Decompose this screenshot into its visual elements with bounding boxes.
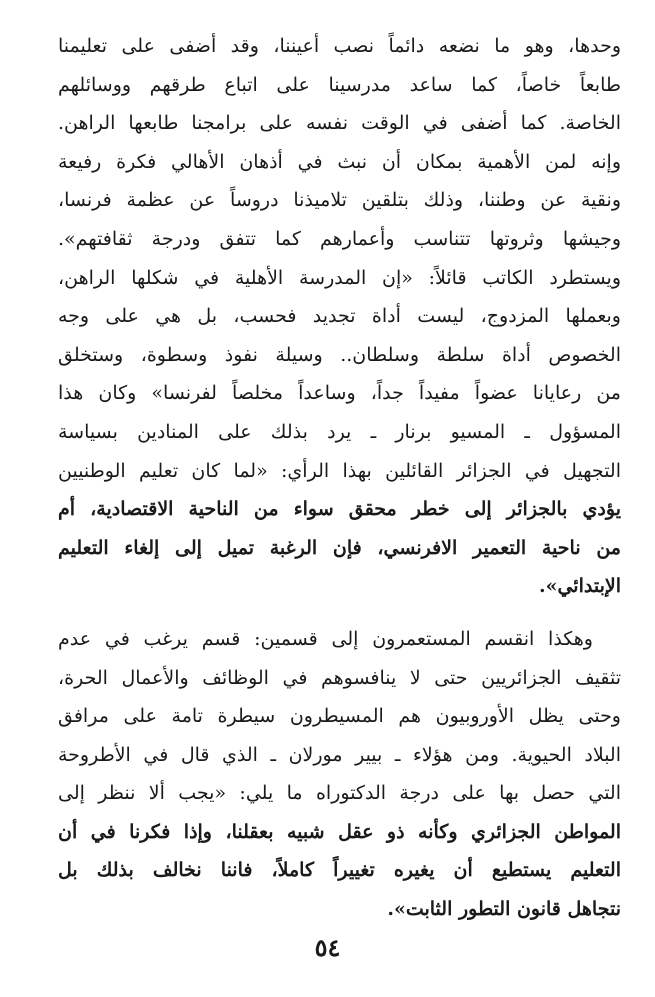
paragraph-2 (58, 620, 621, 929)
text-line: ونقية عن وطننا، وذلك بتلقين تلاميذنا دروساً عن عظمة فرنسا، (58, 189, 621, 212)
text-line: من رعايانا عضواً مفيداً جداً، وساعداً مخلصاً لفرنسا» وكان هذا (58, 382, 621, 405)
text-line: البلاد الحيوية. ومن هؤلاء ـ بيير مورلان ـ الذي قال في الأطروحة (58, 743, 621, 766)
text-line: التجهيل في الجزائر القائلين بهذا الرأي: «لما كان تعليم الوطنيين (58, 459, 621, 482)
text-line-bold: المواطن الجزائري وكأنه ذو عقل شبيه بعقلنا، وإذا فكرنا في أن (58, 820, 621, 843)
paragraph-gap (58, 606, 621, 620)
text-line: وحتى يظل الأوروبيون هم المسيطرون سيطرة تامة على مرافق (58, 705, 621, 728)
text-line: تثقيف الجزائريين حتى لا ينافسوهم في الوظائف والأعمال الحرة، (58, 666, 621, 689)
text-line: التي حصل بها على درجة الدكتوراه ما يلي: «يجب ألا ننظر إلى (58, 782, 621, 805)
text-line-bold: من ناحية التعمير الافرنسي، فإن الرغبة تميل إلى إلغاء التعليم (58, 536, 621, 559)
text-line: وجيشها وثروتها تتناسب وأعمارهم كما تتفق ودرجة ثقافتهم». (58, 227, 621, 250)
page-number: ٥٤ (314, 933, 341, 962)
text-line-bold: الإبتدائي». (538, 575, 621, 598)
text-line: وهكذا انقسم المستعمرون إلى قسمين: قسم يرغب في عدم (58, 627, 593, 650)
text-line-bold: نتجاهل قانون التطور الثابت». (387, 898, 621, 921)
text-line: طابعاً خاصاً، كما ساعد مدرسينا على اتباع طرقهم ووسائلهم (58, 73, 621, 96)
page-body (58, 27, 621, 929)
text-line-bold: التعليم يستطيع أن يغيره تغييراً كاملاً، فاننا نخالف بذلك بل (58, 859, 621, 882)
text-line: الخاصة. كما أضفى في الوقت نفسه على برامجنا طابعها الراهن. (58, 112, 621, 135)
text-line: المسؤول ـ المسيو برنار ـ يرد بذلك على المنادين بسياسة (58, 420, 621, 443)
text-line: وبعملها المزدوج، ليست أداة تجديد فحسب، بل هي على وجه (58, 305, 621, 328)
text-line: وإنه لمن الأهمية بمكان أن نبث في أذهان الأهالي فكرة رفيعة (58, 150, 621, 173)
text-line-bold: يؤدي بالجزائر إلى خطر محقق سواء من الناحية الاقتصادية، أم (58, 498, 621, 521)
text-line: الخصوص أداة سلطة وسلطان.. وسيلة نفوذ وسطوة، وستخلق (58, 343, 621, 366)
text-line: ويستطرد الكاتب قائلاً: «إن المدرسة الأهلية في شكلها الراهن، (58, 266, 621, 289)
paragraph-1 (58, 27, 621, 606)
text-line: وحدها، وهو ما نضعه دائماً نصب أعيننا، وقد أضفى على تعليمنا (58, 35, 621, 57)
